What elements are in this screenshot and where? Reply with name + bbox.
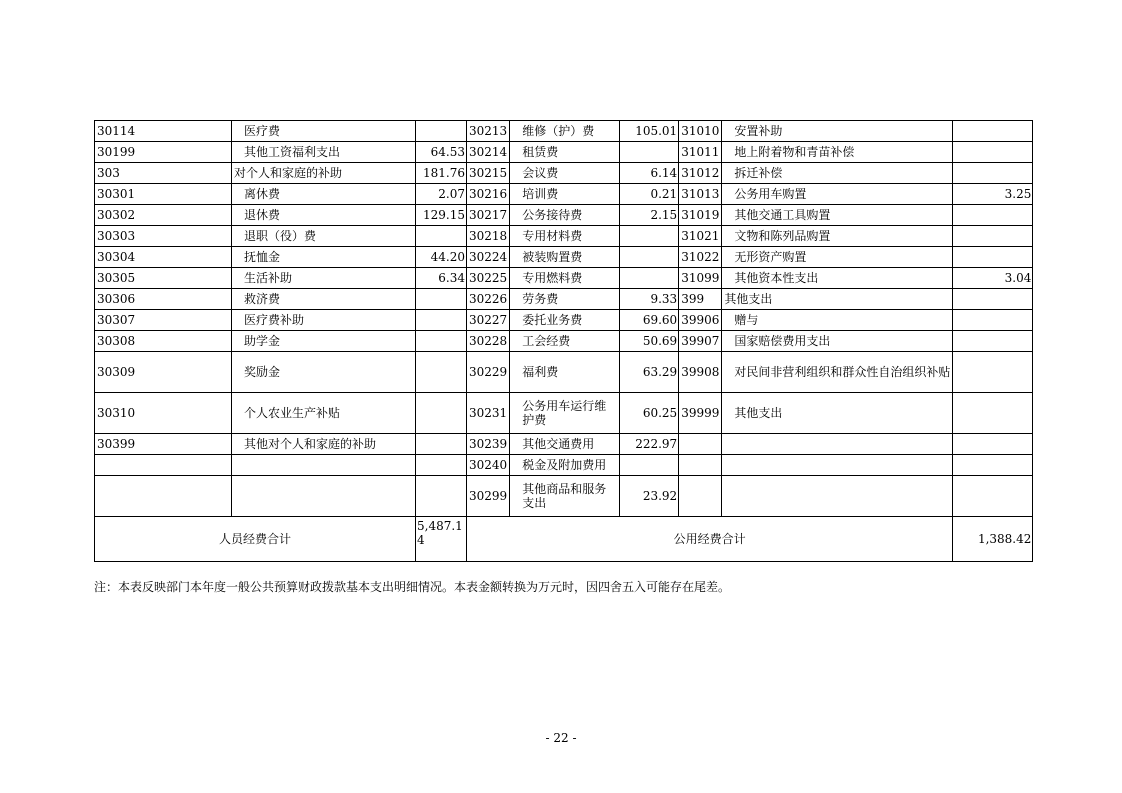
item-name: 其他资本性支出 — [722, 268, 953, 289]
code-cell: 30225 — [467, 268, 510, 289]
table-row — [95, 310, 1033, 331]
table-body — [95, 121, 1033, 517]
amount — [416, 393, 467, 434]
item-name: 医疗费 — [232, 121, 416, 142]
item-name — [232, 455, 416, 476]
page-number: - 22 - — [545, 731, 577, 745]
item-name: 公务用车购置 — [722, 184, 953, 205]
amount: 50.69 — [620, 331, 679, 352]
code-cell: 30199 — [95, 142, 232, 163]
code-cell: 31012 — [679, 163, 722, 184]
code-cell: 30226 — [467, 289, 510, 310]
code-cell: 30299 — [467, 476, 510, 517]
amount: 60.25 — [620, 393, 679, 434]
code-cell: 30239 — [467, 434, 510, 455]
amount: 2.15 — [620, 205, 679, 226]
amount — [620, 226, 679, 247]
amount: 44.20 — [416, 247, 467, 268]
item-name — [722, 434, 953, 455]
amount — [953, 434, 1033, 455]
amount — [953, 310, 1033, 331]
personnel-total-amount: 5,487.14 — [416, 517, 467, 562]
table-row — [95, 331, 1033, 352]
code-cell: 31013 — [679, 184, 722, 205]
table-row — [95, 163, 1033, 184]
public-total-label: 公用经费合计 — [467, 517, 953, 562]
code-cell: 30240 — [467, 455, 510, 476]
amount — [416, 289, 467, 310]
amount: 129.15 — [416, 205, 467, 226]
amount: 6.34 — [416, 268, 467, 289]
amount — [953, 163, 1033, 184]
table-row — [95, 352, 1033, 393]
table-row — [95, 268, 1033, 289]
code-cell: 303 — [95, 163, 232, 184]
code-cell: 30307 — [95, 310, 232, 331]
amount — [953, 142, 1033, 163]
item-name: 生活补助 — [232, 268, 416, 289]
item-name: 奖励金 — [232, 352, 416, 393]
amount: 181.76 — [416, 163, 467, 184]
amount — [620, 268, 679, 289]
item-name: 被装购置费 — [510, 247, 620, 268]
item-name: 维修（护）费 — [510, 121, 620, 142]
code-cell: 31011 — [679, 142, 722, 163]
item-name — [232, 476, 416, 517]
item-name: 专用材料费 — [510, 226, 620, 247]
code-cell: 31021 — [679, 226, 722, 247]
code-cell: 30301 — [95, 184, 232, 205]
code-cell: 30310 — [95, 393, 232, 434]
item-name: 离休费 — [232, 184, 416, 205]
item-name: 安置补助 — [722, 121, 953, 142]
code-cell: 31022 — [679, 247, 722, 268]
code-cell: 30217 — [467, 205, 510, 226]
item-name: 对民间非营利组织和群众性自治组织补贴 — [722, 352, 953, 393]
item-name: 其他商品和服务支出 — [510, 476, 620, 517]
item-name: 公务接待费 — [510, 205, 620, 226]
amount — [953, 226, 1033, 247]
code-cell — [679, 455, 722, 476]
personnel-total-label: 人员经费合计 — [95, 517, 416, 562]
item-name: 其他支出 — [722, 393, 953, 434]
item-name: 退职（役）费 — [232, 226, 416, 247]
amount — [953, 205, 1033, 226]
amount: 3.04 — [953, 268, 1033, 289]
table-row — [95, 205, 1033, 226]
table-row — [95, 184, 1033, 205]
item-name: 其他交通费用 — [510, 434, 620, 455]
code-cell: 30303 — [95, 226, 232, 247]
amount: 63.29 — [620, 352, 679, 393]
item-name: 退休费 — [232, 205, 416, 226]
amount: 9.33 — [620, 289, 679, 310]
item-name: 拆迁补偿 — [722, 163, 953, 184]
code-cell: 399 — [679, 289, 722, 310]
code-cell — [95, 455, 232, 476]
item-name: 其他交通工具购置 — [722, 205, 953, 226]
item-name: 助学金 — [232, 331, 416, 352]
item-name: 文物和陈列品购置 — [722, 226, 953, 247]
amount: 2.07 — [416, 184, 467, 205]
amount — [953, 352, 1033, 393]
amount: 105.01 — [620, 121, 679, 142]
amount — [416, 121, 467, 142]
amount — [416, 434, 467, 455]
item-name: 医疗费补助 — [232, 310, 416, 331]
amount — [416, 226, 467, 247]
amount — [953, 331, 1033, 352]
code-cell: 30227 — [467, 310, 510, 331]
code-cell: 39908 — [679, 352, 722, 393]
totals-section — [95, 517, 1033, 562]
amount — [953, 393, 1033, 434]
amount: 23.92 — [620, 476, 679, 517]
amount: 222.97 — [620, 434, 679, 455]
item-name: 个人农业生产补贴 — [232, 393, 416, 434]
code-cell: 30306 — [95, 289, 232, 310]
code-cell: 30308 — [95, 331, 232, 352]
public-total-amount: 1,388.42 — [953, 517, 1033, 562]
item-name: 工会经费 — [510, 331, 620, 352]
item-name: 其他对个人和家庭的补助 — [232, 434, 416, 455]
table-row — [95, 142, 1033, 163]
item-name: 税金及附加费用 — [510, 455, 620, 476]
code-cell: 30305 — [95, 268, 232, 289]
code-cell: 30224 — [467, 247, 510, 268]
amount — [416, 352, 467, 393]
code-cell: 30302 — [95, 205, 232, 226]
code-cell: 31010 — [679, 121, 722, 142]
amount — [953, 247, 1033, 268]
code-cell: 30218 — [467, 226, 510, 247]
amount — [416, 476, 467, 517]
item-name — [722, 476, 953, 517]
table-row — [95, 247, 1033, 268]
item-name: 劳务费 — [510, 289, 620, 310]
table-row — [95, 289, 1033, 310]
code-cell — [679, 434, 722, 455]
table-row — [95, 121, 1033, 142]
item-name: 培训费 — [510, 184, 620, 205]
amount — [953, 455, 1033, 476]
amount — [953, 476, 1033, 517]
item-name: 专用燃料费 — [510, 268, 620, 289]
amount — [953, 289, 1033, 310]
code-cell: 30213 — [467, 121, 510, 142]
table-footnote: 注：本表反映部门本年度一般公共预算财政拨款基本支出明细情况。本表金额转换为万元时，因四舍五入可能存在尾差。 — [94, 580, 731, 594]
code-cell: 30214 — [467, 142, 510, 163]
item-name: 无形资产购置 — [722, 247, 953, 268]
totals-row — [95, 517, 1033, 562]
code-cell: 30231 — [467, 393, 510, 434]
item-name: 其他支出 — [722, 289, 953, 310]
code-cell: 31099 — [679, 268, 722, 289]
amount — [953, 121, 1033, 142]
amount — [620, 247, 679, 268]
item-name: 福利费 — [510, 352, 620, 393]
code-cell: 30309 — [95, 352, 232, 393]
code-cell: 30304 — [95, 247, 232, 268]
table-row — [95, 226, 1033, 247]
item-name: 公务用车运行维护费 — [510, 393, 620, 434]
budget-expense-table — [94, 120, 1033, 562]
amount — [620, 142, 679, 163]
item-name: 租赁费 — [510, 142, 620, 163]
amount: 0.21 — [620, 184, 679, 205]
code-cell — [95, 476, 232, 517]
amount — [416, 310, 467, 331]
item-name: 抚恤金 — [232, 247, 416, 268]
item-name: 对个人和家庭的补助 — [232, 163, 416, 184]
amount: 64.53 — [416, 142, 467, 163]
code-cell: 30215 — [467, 163, 510, 184]
code-cell: 30228 — [467, 331, 510, 352]
code-cell: 30229 — [467, 352, 510, 393]
item-name: 救济费 — [232, 289, 416, 310]
amount — [416, 455, 467, 476]
table-row — [95, 455, 1033, 476]
amount: 3.25 — [953, 184, 1033, 205]
amount — [416, 331, 467, 352]
item-name — [722, 455, 953, 476]
code-cell: 39999 — [679, 393, 722, 434]
item-name: 委托业务费 — [510, 310, 620, 331]
code-cell: 30114 — [95, 121, 232, 142]
amount — [620, 455, 679, 476]
amount: 69.60 — [620, 310, 679, 331]
code-cell: 39907 — [679, 331, 722, 352]
item-name: 会议费 — [510, 163, 620, 184]
item-name: 赠与 — [722, 310, 953, 331]
code-cell: 30399 — [95, 434, 232, 455]
code-cell: 31019 — [679, 205, 722, 226]
code-cell — [679, 476, 722, 517]
item-name: 其他工资福利支出 — [232, 142, 416, 163]
item-name: 地上附着物和青苗补偿 — [722, 142, 953, 163]
code-cell: 30216 — [467, 184, 510, 205]
table-row — [95, 476, 1033, 517]
amount: 6.14 — [620, 163, 679, 184]
table-row — [95, 434, 1033, 455]
code-cell: 39906 — [679, 310, 722, 331]
item-name: 国家赔偿费用支出 — [722, 331, 953, 352]
table-row — [95, 393, 1033, 434]
